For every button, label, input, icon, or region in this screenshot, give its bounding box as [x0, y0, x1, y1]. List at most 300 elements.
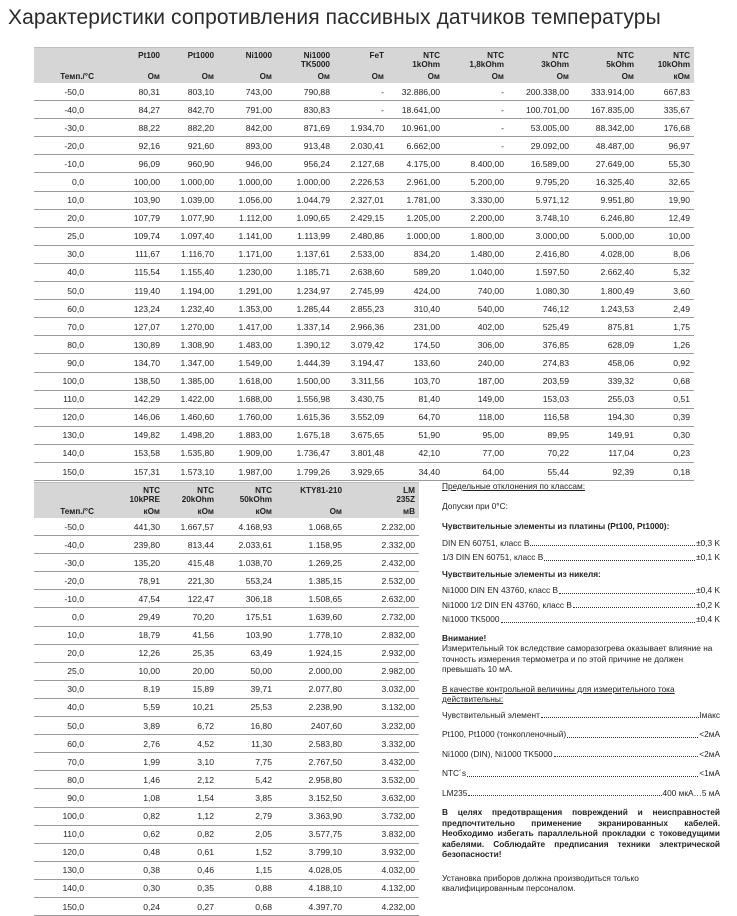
value-cell: 3.929,65 — [334, 462, 388, 480]
value-cell: 1.615,36 — [276, 408, 334, 426]
value-cell: 1.800,49 — [573, 282, 638, 300]
leader-dots — [530, 545, 695, 546]
temperature-cell: 90,0 — [34, 354, 98, 372]
leader-dots — [541, 717, 699, 718]
temp-column-header: Темп./°C — [34, 69, 98, 83]
value-cell: 2,49 — [638, 300, 694, 318]
value-cell: 10.961,00 — [388, 119, 444, 137]
value-cell: 1,15 — [218, 861, 276, 879]
value-cell: 2.855,23 — [334, 300, 388, 318]
value-cell: 3.932,00 — [346, 843, 419, 861]
column-name-line1: NTC — [143, 486, 160, 495]
value-cell: 946,00 — [218, 155, 276, 173]
value-cell: 4.028,05 — [276, 861, 346, 879]
column-unit: кОм — [218, 504, 276, 518]
table-row — [34, 879, 419, 897]
temperature-cell: 40,0 — [34, 263, 98, 281]
value-cell: 80,31 — [98, 83, 164, 101]
value-cell: 4.175,00 — [388, 155, 444, 173]
temperature-cell: 30,0 — [34, 245, 98, 263]
value-cell: 47,54 — [98, 590, 164, 608]
column-name-line1: NTC — [197, 486, 214, 495]
leader-label: Ni1000 1/2 DIN EN 43760, класс B — [442, 599, 572, 610]
table-row — [34, 101, 694, 119]
value-cell: 3,10 — [164, 753, 218, 771]
column-header-name — [334, 48, 388, 70]
value-cell: 0,24 — [98, 897, 164, 915]
value-cell: 1.934,70 — [334, 119, 388, 137]
dotted-leader-line — [442, 600, 720, 611]
value-cell: 100,00 — [98, 173, 164, 191]
value-cell: 875,81 — [573, 318, 638, 336]
value-cell: 200.338,00 — [508, 83, 573, 101]
value-cell: 42,10 — [388, 444, 444, 462]
temperature-cell: 100,0 — [34, 807, 98, 825]
value-cell: 6,72 — [164, 717, 218, 735]
value-cell: - — [444, 83, 508, 101]
value-cell: 1.675,18 — [276, 426, 334, 444]
column-name-line2: 235Z — [396, 495, 415, 504]
value-cell: 1.230,00 — [218, 263, 276, 281]
column-name-line2: 20kOhm — [181, 495, 214, 504]
value-cell: 0,30 — [98, 879, 164, 897]
leader-label: Pt100, Pt1000 (тонкопленочный) — [442, 729, 567, 739]
value-cell: 29,49 — [98, 608, 164, 626]
value-cell: 1.040,00 — [444, 263, 508, 281]
value-cell: 203,59 — [508, 372, 573, 390]
value-cell: 2.077,80 — [276, 680, 346, 698]
value-cell: 1.417,00 — [218, 318, 276, 336]
value-cell: 1.234,97 — [276, 282, 334, 300]
value-cell: 16.589,00 — [508, 155, 573, 173]
value-cell: 0,18 — [638, 462, 694, 480]
value-cell: 1.337,14 — [276, 318, 334, 336]
temperature-cell: 50,0 — [34, 282, 98, 300]
temperature-cell: 120,0 — [34, 408, 98, 426]
value-cell: 12,26 — [98, 644, 164, 662]
value-cell: 339,32 — [573, 372, 638, 390]
column-unit: кОм — [164, 504, 218, 518]
value-cell: 0,46 — [164, 861, 218, 879]
value-cell: 255,03 — [573, 390, 638, 408]
value-cell: 1,46 — [98, 771, 164, 789]
table-row — [34, 408, 694, 426]
value-cell: 118,00 — [444, 408, 508, 426]
value-cell: 306,00 — [444, 336, 508, 354]
column-name-line2: 1,8kOhm — [469, 60, 504, 69]
temperature-cell: 90,0 — [34, 789, 98, 807]
dotted-leader-line — [442, 614, 720, 625]
column-unit: Ом — [218, 69, 276, 83]
value-cell: 1,75 — [638, 318, 694, 336]
temperature-cell: 110,0 — [34, 825, 98, 843]
value-cell: 1.077,90 — [164, 209, 218, 227]
value-cell: 149,82 — [98, 426, 164, 444]
value-cell: 0,38 — [98, 861, 164, 879]
value-cell: 2.638,60 — [334, 263, 388, 281]
temperature-cell: 50,0 — [34, 717, 98, 735]
value-cell: 1.270,00 — [164, 318, 218, 336]
value-cell: 1.422,00 — [164, 390, 218, 408]
value-cell: 231,00 — [388, 318, 444, 336]
leader-label: LM235 — [442, 787, 468, 798]
value-cell: 2,12 — [164, 771, 218, 789]
column-header-name — [164, 48, 218, 70]
column-header-empty — [34, 483, 98, 505]
value-cell: 2.480,86 — [334, 227, 388, 245]
temperature-cell: -50,0 — [34, 83, 98, 101]
value-cell: 77,00 — [444, 444, 508, 462]
value-cell: 167.835,00 — [573, 101, 638, 119]
value-cell: 176,68 — [638, 119, 694, 137]
value-cell: 2.982,00 — [346, 662, 419, 680]
value-cell: 1,26 — [638, 336, 694, 354]
temperature-cell: 150,0 — [34, 462, 98, 480]
value-cell: 1.080,30 — [508, 282, 573, 300]
value-cell: 10,21 — [164, 698, 218, 716]
value-cell: 1.736,47 — [276, 444, 334, 462]
value-cell: 48.487,00 — [573, 137, 638, 155]
column-unit: Ом — [388, 69, 444, 83]
table-row — [34, 662, 419, 680]
leader-value: 400 мкА…5 мА — [662, 787, 720, 798]
value-cell: 153,03 — [508, 390, 573, 408]
value-cell: 92,39 — [573, 462, 638, 480]
table-row — [34, 155, 694, 173]
table-row — [34, 554, 419, 572]
value-cell: 1.044,79 — [276, 191, 334, 209]
value-cell: 78,91 — [98, 572, 164, 590]
value-cell: 1.460,60 — [164, 408, 218, 426]
table-row — [34, 680, 419, 698]
value-cell: 5.971,12 — [508, 191, 573, 209]
column-name-line1: NTC — [255, 486, 272, 495]
column-name-line1: Pt100 — [138, 51, 160, 60]
value-cell: 109,74 — [98, 227, 164, 245]
temperature-cell: 60,0 — [34, 300, 98, 318]
table-row — [34, 444, 694, 462]
temperature-cell: -20,0 — [34, 137, 98, 155]
table-row — [34, 717, 419, 735]
temperature-cell: 130,0 — [34, 861, 98, 879]
value-cell: 6.246,80 — [573, 209, 638, 227]
value-cell: 5,32 — [638, 263, 694, 281]
temperature-cell: 0,0 — [34, 173, 98, 191]
column-header-name — [276, 483, 346, 505]
value-cell: 134,70 — [98, 354, 164, 372]
temperature-cell: -10,0 — [34, 590, 98, 608]
value-cell: 119,40 — [98, 282, 164, 300]
value-cell: 39,71 — [218, 680, 276, 698]
value-cell: 32.886,00 — [388, 83, 444, 101]
value-cell: 0,27 — [164, 897, 218, 915]
table-row — [34, 227, 694, 245]
value-cell: 142,29 — [98, 390, 164, 408]
value-cell: 834,20 — [388, 245, 444, 263]
temperature-cell: -40,0 — [34, 536, 98, 554]
value-cell: 92,16 — [98, 137, 164, 155]
value-cell: 3.194,47 — [334, 354, 388, 372]
value-cell: 628,09 — [573, 336, 638, 354]
value-cell: 4.188,10 — [276, 879, 346, 897]
value-cell: 5,42 — [218, 771, 276, 789]
value-cell: 3.330,00 — [444, 191, 508, 209]
measuring-current-list — [442, 710, 720, 799]
column-unit: Ом — [164, 69, 218, 83]
value-cell: 133,60 — [388, 354, 444, 372]
value-cell: 746,12 — [508, 300, 573, 318]
value-cell: - — [444, 101, 508, 119]
value-cell: 123,24 — [98, 300, 164, 318]
value-cell: 1.113,99 — [276, 227, 334, 245]
leader-dots — [467, 776, 698, 777]
table-row — [34, 426, 694, 444]
value-cell: 3.311,56 — [334, 372, 388, 390]
value-cell: 5.000,00 — [573, 227, 638, 245]
value-cell: 893,00 — [218, 137, 276, 155]
dotted-leader-line — [442, 768, 720, 779]
column-unit: Ом — [334, 69, 388, 83]
value-cell: 122,47 — [164, 590, 218, 608]
temperature-cell: -20,0 — [34, 572, 98, 590]
value-cell: 116,58 — [508, 408, 573, 426]
column-unit: Ом — [573, 69, 638, 83]
value-cell: 2407,60 — [276, 717, 346, 735]
temperature-cell: 70,0 — [34, 753, 98, 771]
value-cell: 41,56 — [164, 626, 218, 644]
table-row — [34, 735, 419, 753]
value-cell: 1,12 — [164, 807, 218, 825]
table-row — [34, 807, 419, 825]
leader-dots — [468, 795, 661, 796]
table-row — [34, 626, 419, 644]
temperature-cell: 30,0 — [34, 680, 98, 698]
tolerance-notes — [442, 481, 720, 894]
value-cell: 1.269,25 — [276, 554, 346, 572]
temperature-cell: 130,0 — [34, 426, 98, 444]
value-cell: 791,00 — [218, 101, 276, 119]
value-cell: 5,59 — [98, 698, 164, 716]
column-name-line1: Ni1000 — [245, 51, 272, 60]
value-cell: 2.958,80 — [276, 771, 346, 789]
resistance-table-1 — [34, 47, 694, 481]
value-cell: 20,00 — [164, 662, 218, 680]
table-row — [34, 843, 419, 861]
value-cell: 1.039,00 — [164, 191, 218, 209]
value-cell: 239,80 — [98, 536, 164, 554]
value-cell: 1.618,00 — [218, 372, 276, 390]
column-header-name — [388, 48, 444, 70]
header-row-units — [34, 69, 694, 83]
temperature-cell: -30,0 — [34, 119, 98, 137]
column-header-name — [444, 48, 508, 70]
value-cell: 10,00 — [98, 662, 164, 680]
column-header-name — [164, 483, 218, 505]
temperature-cell: 60,0 — [34, 735, 98, 753]
value-cell: 103,90 — [98, 191, 164, 209]
value-cell: 3.675,65 — [334, 426, 388, 444]
value-cell: 2.745,99 — [334, 282, 388, 300]
temperature-cell: -10,0 — [34, 155, 98, 173]
value-cell: 84,27 — [98, 101, 164, 119]
leader-value: <2мА — [699, 748, 720, 759]
value-cell: 1.185,71 — [276, 263, 334, 281]
value-cell: 18,79 — [98, 626, 164, 644]
value-cell: 64,70 — [388, 408, 444, 426]
value-cell: 1.760,00 — [218, 408, 276, 426]
value-cell: 1.778,10 — [276, 626, 346, 644]
leader-dots — [559, 593, 695, 594]
temperature-cell: 10,0 — [34, 191, 98, 209]
value-cell: 2.432,00 — [346, 554, 419, 572]
table-row — [34, 119, 694, 137]
column-unit: кОм — [638, 69, 694, 83]
value-cell: 117,04 — [573, 444, 638, 462]
value-cell: 1.924,15 — [276, 644, 346, 662]
value-cell: 15,89 — [164, 680, 218, 698]
value-cell: 2.583,80 — [276, 735, 346, 753]
value-cell: 1.232,40 — [164, 300, 218, 318]
table-row — [34, 137, 694, 155]
cable-warning: В целях предотвращения повреждений и неисправностей предпочтительно применение экранированных кабелей. Необходимо избегать параллельной прокладки с токоведущими кабелями. Соблюдайте предписания техники электрической безопасности! — [442, 807, 720, 860]
value-cell: 89,95 — [508, 426, 573, 444]
platinum-tolerance-list — [442, 538, 720, 563]
value-cell: 3.732,00 — [346, 807, 419, 825]
value-cell: 2.662,40 — [573, 263, 638, 281]
value-cell: 16.325,40 — [573, 173, 638, 191]
table-row — [34, 336, 694, 354]
value-cell: 2.932,00 — [346, 644, 419, 662]
value-cell: 2.767,50 — [276, 753, 346, 771]
value-cell: 194,30 — [573, 408, 638, 426]
leader-value: ±0,4 K — [696, 614, 720, 624]
value-cell: 115,54 — [98, 263, 164, 281]
column-header-name — [573, 48, 638, 70]
value-cell: 0,82 — [164, 825, 218, 843]
table-row — [34, 372, 694, 390]
value-cell: 2.961,00 — [388, 173, 444, 191]
value-cell: 3.332,00 — [346, 735, 419, 753]
value-cell: 50,00 — [218, 662, 276, 680]
value-cell: 813,44 — [164, 536, 218, 554]
value-cell: 1.353,00 — [218, 300, 276, 318]
value-cell: 10,00 — [638, 227, 694, 245]
value-cell: 2.127,68 — [334, 155, 388, 173]
value-cell: 107,79 — [98, 209, 164, 227]
dotted-leader-line — [442, 749, 720, 760]
value-cell: 424,00 — [388, 282, 444, 300]
table-row — [34, 173, 694, 191]
column-unit: Ом — [276, 504, 346, 518]
value-cell: 25,53 — [218, 698, 276, 716]
value-cell: 2.238,90 — [276, 698, 346, 716]
value-cell: 7,75 — [218, 753, 276, 771]
table-row — [34, 300, 694, 318]
leader-value: ±0,2 K — [696, 599, 720, 610]
value-cell: 310,40 — [388, 300, 444, 318]
value-cell: 1.116,70 — [164, 245, 218, 263]
value-cell: 1,99 — [98, 753, 164, 771]
value-cell: 3.632,00 — [346, 789, 419, 807]
value-cell: 0,61 — [164, 843, 218, 861]
table-row — [34, 209, 694, 227]
value-cell: 2.416,80 — [508, 245, 573, 263]
table-row — [34, 536, 419, 554]
column-header-name — [98, 48, 164, 70]
dotted-leader-line — [442, 788, 720, 799]
value-cell: 2.033,61 — [218, 536, 276, 554]
table-row — [34, 318, 694, 336]
value-cell: 4.028,00 — [573, 245, 638, 263]
table-row — [34, 590, 419, 608]
value-cell: 149,91 — [573, 426, 638, 444]
installation-note: Установка приборов должна производиться только квалифицированным персоналом. — [442, 872, 639, 894]
temperature-cell: 70,0 — [34, 318, 98, 336]
page-title: Характеристики сопротивления пассивных датчиков температуры — [8, 6, 661, 29]
value-cell: 8.400,00 — [444, 155, 508, 173]
value-cell: 2.429,15 — [334, 209, 388, 227]
value-cell: 1.573,10 — [164, 462, 218, 480]
value-cell: 1,54 — [164, 789, 218, 807]
value-cell: 743,00 — [218, 83, 276, 101]
value-cell: 667,83 — [638, 83, 694, 101]
value-cell: 3.079,42 — [334, 336, 388, 354]
table-row — [34, 191, 694, 209]
value-cell: 1.112,00 — [218, 209, 276, 227]
value-cell: 589,20 — [388, 263, 444, 281]
table-row — [34, 644, 419, 662]
value-cell: 88.342,00 — [573, 119, 638, 137]
temperature-cell: -50,0 — [34, 518, 98, 536]
value-cell: 19,90 — [638, 191, 694, 209]
value-cell: 1.171,00 — [218, 245, 276, 263]
leader-value: ±0,4 K — [696, 585, 720, 595]
value-cell: 29.092,00 — [508, 137, 573, 155]
value-cell: 1.347,00 — [164, 354, 218, 372]
value-cell: - — [334, 83, 388, 101]
value-cell: 9.951,80 — [573, 191, 638, 209]
temp-column-header: Темп./°C — [34, 504, 98, 518]
value-cell: 12,49 — [638, 209, 694, 227]
temperature-cell: 120,0 — [34, 843, 98, 861]
value-cell: 2.200,00 — [444, 209, 508, 227]
value-cell: 1.639,60 — [276, 608, 346, 626]
value-cell: 1.056,00 — [218, 191, 276, 209]
table-row — [34, 282, 694, 300]
table-row — [34, 753, 419, 771]
temperature-cell: 25,0 — [34, 227, 98, 245]
value-cell: 842,70 — [164, 101, 218, 119]
column-name-line2: 5kOhm — [606, 60, 634, 69]
value-cell: 6.662,00 — [388, 137, 444, 155]
value-cell: 1.535,80 — [164, 444, 218, 462]
value-cell: 2.232,00 — [346, 518, 419, 536]
value-cell: 4.397,70 — [276, 897, 346, 915]
value-cell: 376,85 — [508, 336, 573, 354]
value-cell: 1.667,57 — [164, 518, 218, 536]
value-cell: 70,20 — [164, 608, 218, 626]
value-cell: 3.532,00 — [346, 771, 419, 789]
column-name-line1: NTC — [552, 51, 569, 60]
value-cell: 1.155,40 — [164, 263, 218, 281]
leader-label: Ni1000 TK5000 — [442, 614, 500, 624]
column-unit: мВ — [346, 504, 419, 518]
table-row — [34, 263, 694, 281]
temperature-cell: 10,0 — [34, 626, 98, 644]
value-cell: 53.005,00 — [508, 119, 573, 137]
column-header-empty — [34, 48, 98, 70]
value-cell: 4.232,00 — [346, 897, 419, 915]
